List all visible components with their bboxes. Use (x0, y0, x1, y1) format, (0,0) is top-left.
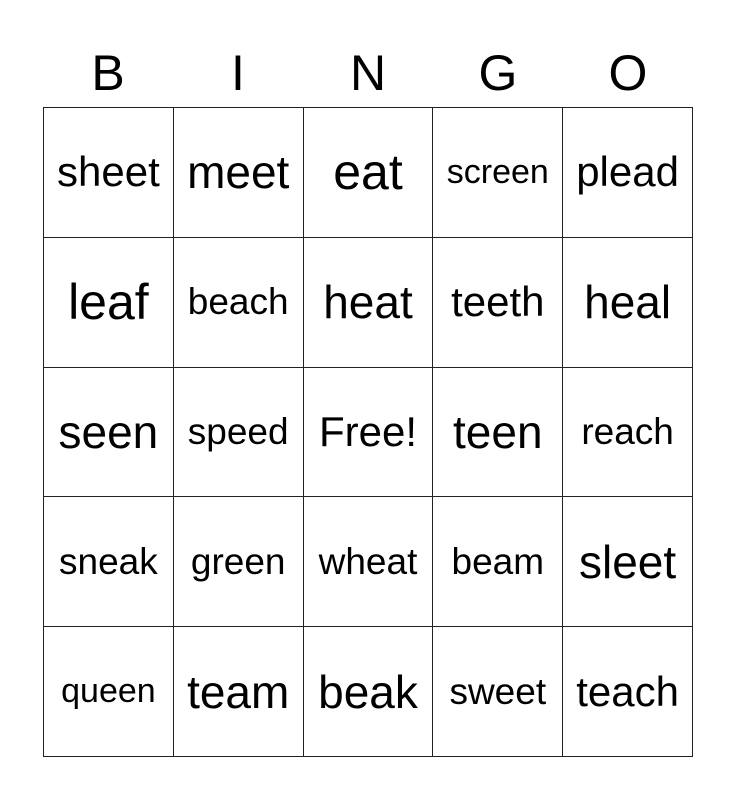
cell-word: meet (187, 146, 290, 199)
bingo-header (43, 40, 693, 106)
cell-word: Free! (318, 407, 417, 455)
bingo-cell[interactable] (433, 497, 563, 627)
bingo-cell[interactable] (304, 108, 434, 238)
cell-word: sleet (579, 535, 677, 588)
cell-word: team (187, 665, 290, 718)
cell-word: heat (323, 276, 413, 329)
cell-word: speed (187, 410, 289, 452)
cell-word: leaf (68, 274, 149, 331)
cell-word: beam (451, 540, 545, 582)
header-letter-n: N (349, 45, 387, 101)
bingo-cell[interactable] (174, 108, 304, 238)
header-letter-g: G (478, 45, 518, 101)
bingo-cell-free[interactable] (304, 368, 434, 498)
header-letter-b: B (91, 45, 125, 101)
bingo-cell[interactable] (433, 627, 563, 757)
cell-word: sweet (449, 670, 547, 712)
bingo-cell[interactable] (304, 497, 434, 627)
bingo-cell[interactable] (563, 497, 693, 627)
bingo-cell[interactable] (433, 368, 563, 498)
cell-word: seen (58, 405, 159, 458)
bingo-cell[interactable] (174, 238, 304, 368)
cell-word: teach (576, 667, 679, 715)
bingo-cell[interactable] (563, 368, 693, 498)
cell-word: heal (584, 276, 672, 329)
cell-word: beach (187, 281, 289, 323)
cell-word: queen (61, 672, 156, 711)
cell-word: beak (318, 665, 418, 718)
bingo-cell[interactable] (174, 627, 304, 757)
cell-word: reach (581, 410, 674, 452)
cell-word: sheet (57, 148, 160, 196)
bingo-cell[interactable] (44, 497, 174, 627)
bingo-cell[interactable] (433, 108, 563, 238)
cell-word: teen (453, 405, 543, 458)
bingo-cell[interactable] (563, 627, 693, 757)
cell-word: eat (333, 144, 403, 201)
header-letter-o: O (608, 45, 648, 101)
bingo-cell[interactable] (44, 238, 174, 368)
header-letter-i: I (231, 45, 245, 101)
bingo-cell[interactable] (563, 238, 693, 368)
bingo-cell[interactable] (304, 627, 434, 757)
bingo-cell[interactable] (44, 368, 174, 498)
bingo-cell[interactable] (44, 627, 174, 757)
bingo-cell[interactable] (563, 108, 693, 238)
cell-word: screen (446, 152, 549, 191)
cell-word: wheat (318, 540, 418, 582)
bingo-board (43, 107, 693, 757)
cell-word: teeth (451, 278, 545, 326)
bingo-cell[interactable] (304, 238, 434, 368)
bingo-cell[interactable] (174, 497, 304, 627)
bingo-cell[interactable] (433, 238, 563, 368)
cell-word: green (190, 540, 286, 582)
cell-word: sneak (59, 540, 158, 582)
bingo-cell[interactable] (174, 368, 304, 498)
bingo-cell[interactable] (44, 108, 174, 238)
cell-word: plead (576, 148, 679, 196)
